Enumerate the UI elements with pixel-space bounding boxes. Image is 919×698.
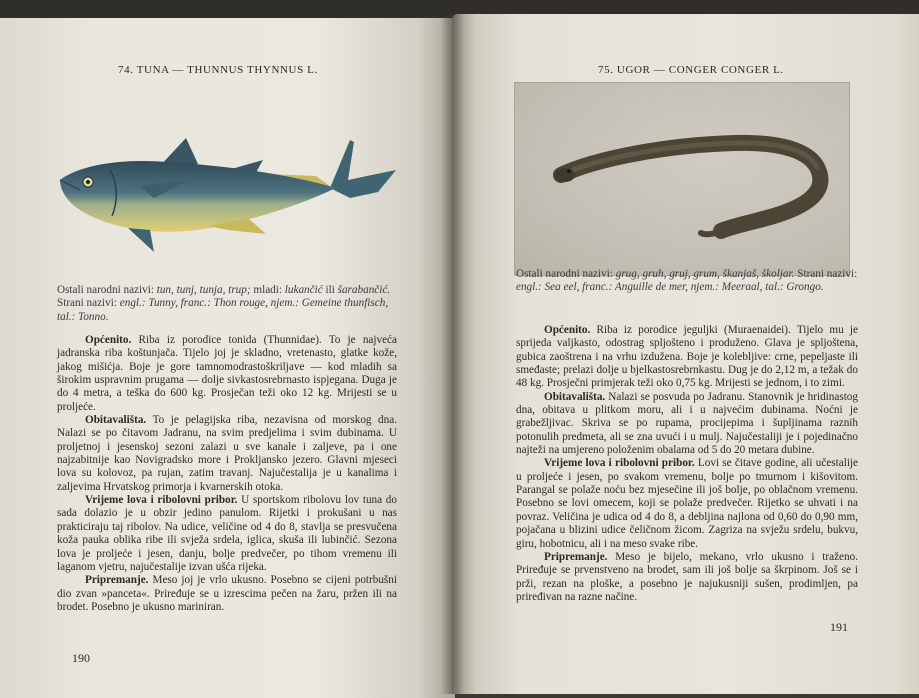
caption-names: šarabančić. — [337, 284, 391, 296]
article-body — [516, 324, 858, 604]
caption-text: ili — [325, 284, 338, 296]
page-title: 74. TUNA — THUNNUS THYNNUS L. — [118, 64, 318, 76]
section-paragraph — [57, 334, 397, 414]
caption-names: lukančić — [284, 284, 326, 296]
page-title: 75. UGOR — CONGER CONGER L. — [598, 64, 784, 76]
section-paragraph — [516, 391, 858, 458]
section-text: Meso joj je vrlo ukusno. Posebno se cijeni potrbušni dio zvan »panceta«. Priređuje se u izrescima pečen na žaru, pržen ili na brodet. Posebno je ukusno mariniran. — [57, 574, 397, 613]
caption-label: Strani nazivi: — [794, 268, 858, 280]
section-heading: Pripremanje. — [544, 550, 608, 563]
right-page — [452, 14, 919, 694]
tuna-illustration — [58, 130, 398, 260]
alt-names-caption — [57, 284, 397, 324]
section-paragraph — [57, 414, 397, 494]
section-text: Nalazi se posvuda po Jadranu. Stanovnik je hridinastog dna, obitava u plitkom moru, ali i u najvećim dubinama. Noćni je grabežljivac. Skriva se po rupama, procijepima i šupljinama raznih potonulih predmeta, ali se zna uvući i u mulj. Najučestaliji je i pojedinačno najteži na umjereno položenim obalama od 5 do 20 metara dubine. — [516, 390, 858, 457]
section-heading: Vrijeme lova i ribolovni pribor. — [85, 494, 238, 507]
alt-names-caption — [516, 268, 858, 295]
caption-names: engl.: Tunny, franc.: Thon rouge, njem.: Gemeine thunfisch, tal.: Tonno. — [57, 297, 389, 323]
caption-names: tun, tunj, tunja, trup; — [156, 284, 254, 296]
left-page — [0, 18, 455, 698]
section-text: Lovi se čitave godine, ali učestalije u proljeće i jesen, po svakom vremenu, bolje po tmurnom i kišovitom. Parangal se polaže noću bez mjesečine ili još bolje, po oblačnom vremenu. Posebno se lovi omecem, koji se polaže predvečer. Rijetko se uhvati i na povraz. Veličina je udica od 4 do 8, a debljina najlona od 0,60 do 0,90 mm, pojačana u blizini udice čeličnom žicom. Zagriza na svježu srdelu, bukvu, giru, hobotnicu, ali i na meso svake ribe. — [516, 457, 858, 550]
section-paragraph — [57, 574, 397, 614]
page-number: 191 — [830, 620, 848, 634]
section-text: Meso je bijelo, mekano, vrlo ukusno i traženo. Priređuje se prvenstveno na brodet, sam ili još bolje sa škrpinom. Još se i prži, rezan na ploške, a posebno je najukusniji sušen, prodimljen, pa priređivan na razne načine. — [516, 550, 858, 603]
section-heading: Obitavališta. — [544, 390, 606, 403]
caption-names: engl.: Sea eel, franc.: Anguille de mer, njem.: Meeraal, tal.: Grongo. — [516, 281, 824, 294]
caption-names: grug, gruh, gruj, grum, škanjaš, školjar. — [615, 268, 795, 280]
article-body — [57, 334, 397, 614]
section-heading: Vrijeme lova i ribolovni pribor. — [544, 457, 695, 470]
book-gutter — [440, 14, 464, 694]
section-paragraph — [516, 551, 858, 604]
section-paragraph — [57, 494, 397, 574]
section-heading: Općenito. — [544, 324, 591, 336]
eel-photo — [514, 82, 850, 276]
section-heading: Pripremanje. — [85, 574, 149, 587]
caption-label: Ostali narodni nazivi: — [57, 284, 157, 296]
section-paragraph — [516, 457, 858, 550]
caption-label: Strani nazivi: — [57, 297, 120, 310]
section-text: Riba iz porodice tonida (Thunnidae). To je najveća jadranska riba koštunjača. Tijelo joj je skladno, vretenasto, glatke kože, jakog mišićja. Boje je gore tamnomodrastoškriljave — kod mladih sa širokim uspravnim prugama — dolje sivkastosrebrnasto ispjegana. Duga je do 4 metra, a teška do 600 kg. Prosječan teži oko 12 kg. Mrijesti se u proljeće. — [57, 334, 397, 413]
section-text: To je pelagijska riba, nezavisna od morskog dna. Nalazi se po čitavom Jadranu, na svim predjelima i svim dubinama. U proljetnoj i jesenskoj sezoni zalazi u sve kanale i zaljeve, pa i one najzabitnije kao Novigradsko more i Prokljansko jezero. Glavni mjeseci lova su kolovoz, pa rujan, zatim travanj. Najučestalija je u kanalima i zaljevima Hrvatskog primorja i kvarnerskih otoka. — [57, 414, 397, 493]
tuna-fish-icon — [58, 130, 398, 260]
page-number: 190 — [72, 651, 90, 665]
section-text: U sportskom ribolovu lov tuna do sada dolazio je u obzir jedino panulom. Rijetki i prokušani u nas prakticiraju taj ribolov. Na udice, veličine od 4 do 8, stavlja se presvučena koža pauka oblika ribe ili svježa srdela, iglica, skuša ili lubinčić. Sezona lova je proljeće i jesen, danju, bolje predvečer, po tihom vremenu ili laganom vjetru, najučestalije izvan ušća rijeka. — [57, 494, 397, 573]
section-text: Riba iz porodice jeguljki (Muraenaidei). Tijelo mu je sprijeda valjkasto, odostrag spljošteno i produženo. Glava je spljoštena, gubica zaoštrena i na vrhu izdužena. Boje je kolebljive: crne, pepeljaste ili smeđaste; prelazi dolje u bjelkastosrebrnkastu. Dug je do 2,12 m, a težak do 48 kg. Prosječni primjerak teži oko 0,75 kg. Mrijesti se jednom, i to zimi. — [516, 324, 858, 390]
section-paragraph — [516, 324, 858, 391]
section-heading: Obitavališta. — [85, 414, 147, 427]
caption-text: mladi: — [253, 284, 285, 296]
section-heading: Općenito. — [85, 334, 132, 346]
conger-eel-icon — [515, 83, 849, 275]
caption-label: Ostali narodni nazivi: — [516, 268, 616, 280]
